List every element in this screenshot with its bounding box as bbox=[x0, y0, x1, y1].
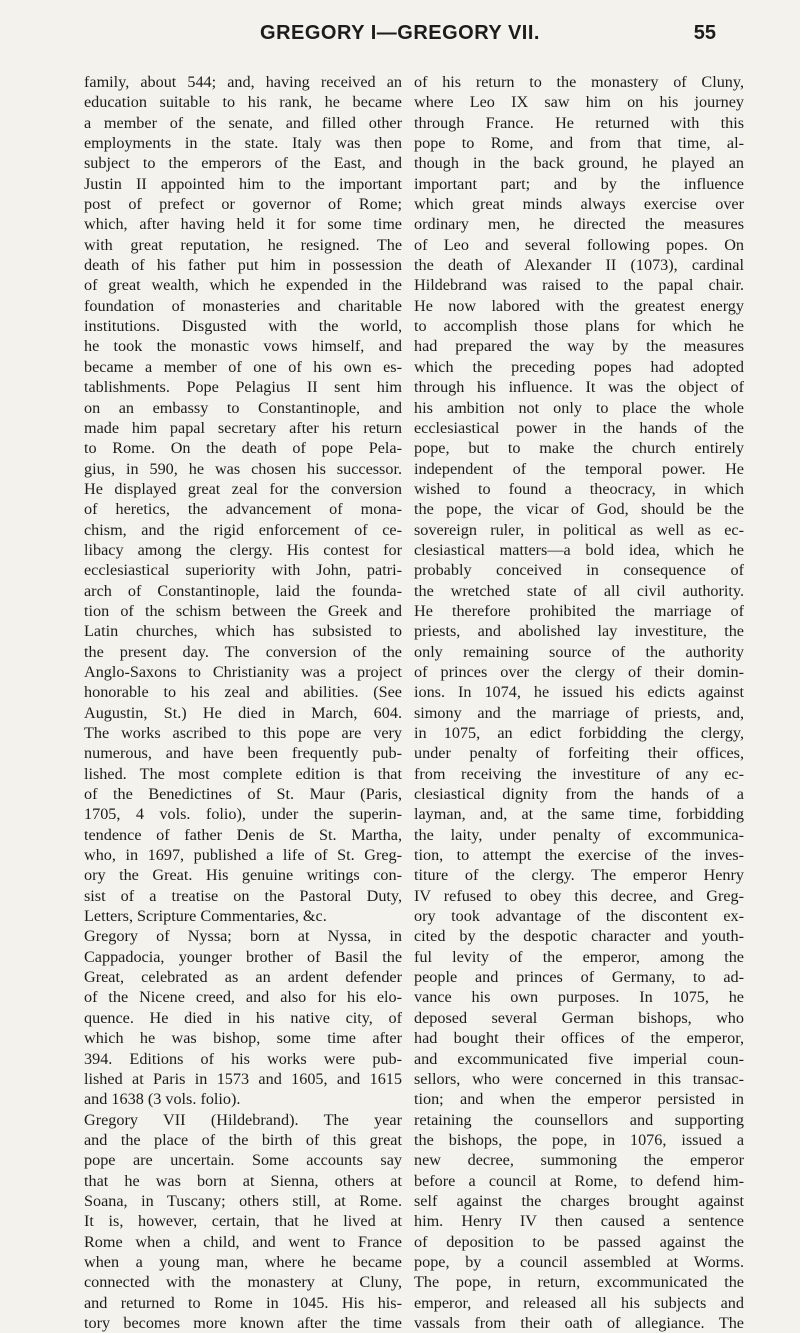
text-line: priests, and abolished lay investiture, the bbox=[414, 622, 744, 641]
text-line: the laity, under penalty of excommunica- bbox=[414, 825, 744, 844]
text-line: to accomplish those plans for which he bbox=[414, 317, 744, 336]
text-line: pope, but to make the church entirely bbox=[414, 439, 744, 458]
left-column bbox=[84, 72, 402, 1333]
text-line: and the place of the birth of this great bbox=[84, 1130, 402, 1149]
text-line: from receiving the investiture of any ec- bbox=[414, 764, 744, 783]
text-line: lished at Paris in 1573 and 1605, and 1615 bbox=[84, 1069, 402, 1088]
text-line: gius, in 590, he was chosen his successor. bbox=[84, 459, 402, 478]
text-line: death of his father put him in possession bbox=[84, 256, 402, 275]
text-line: deposed several German bishops, who bbox=[414, 1008, 744, 1027]
text-line: It is, however, certain, that he lived at bbox=[84, 1212, 402, 1231]
text-line: only remaining source of the authority bbox=[414, 642, 744, 661]
text-line: cited by the despotic character and youth- bbox=[414, 927, 744, 946]
text-line: tory becomes more known after the time bbox=[84, 1313, 402, 1332]
text-line: of great wealth, which he expended in the bbox=[84, 276, 402, 295]
text-line: of his return to the monastery of Cluny, bbox=[414, 73, 744, 91]
text-line: of heretics, the advancement of mona- bbox=[84, 500, 402, 519]
text-line: Justin II appointed him to the important bbox=[84, 174, 402, 193]
text-line: had prepared the way by the measures bbox=[414, 337, 744, 356]
text-line: vassals from their oath of allegiance. The bbox=[414, 1313, 744, 1332]
text-line: emperor, and released all his subjects and bbox=[414, 1293, 744, 1312]
text-line: sellors, who were concerned in this transac- bbox=[414, 1069, 744, 1088]
text-line: He therefore prohibited the marriage of bbox=[414, 601, 744, 620]
text-line: before a council at Rome, to defend him- bbox=[414, 1171, 744, 1190]
text-line: the death of Alexander II (1073), cardinal bbox=[414, 256, 744, 275]
text-line: ordinary men, he directed the measures bbox=[414, 215, 744, 234]
text-line: ory took advantage of the discontent ex- bbox=[414, 907, 744, 926]
text-line: he took the monastic vows himself, and bbox=[84, 337, 402, 356]
text-line: foundation of monasteries and charitable bbox=[84, 296, 402, 315]
text-line: tendence of father Denis de St. Martha, bbox=[84, 825, 402, 844]
text-line: tion of the schism between the Greek and bbox=[84, 601, 402, 620]
text-line: Latin churches, which has subsisted to bbox=[84, 622, 402, 641]
text-line: which, after having held it for some time bbox=[84, 215, 402, 234]
text-line: He now labored with the greatest energy bbox=[414, 296, 744, 315]
text-line: independent of the temporal power. He bbox=[414, 459, 744, 478]
text-line: through his influence. It was the object of bbox=[414, 378, 744, 397]
text-line: The pope, in return, excommunicated the bbox=[414, 1273, 744, 1292]
text-line: titure of the clergy. The emperor Henry bbox=[414, 866, 744, 885]
text-line: had bought their offices of the emperor, bbox=[414, 1029, 744, 1048]
text-line: of deposition to be passed against the bbox=[414, 1232, 744, 1251]
text-line: libacy among the clergy. His contest for bbox=[84, 540, 402, 559]
text-line: ful levity of the emperor, among the bbox=[414, 947, 744, 966]
text-line: Hildebrand was raised to the papal chair. bbox=[414, 276, 744, 295]
text-line: Gregory VII (Hildebrand). The year bbox=[84, 1110, 402, 1129]
text-line: He displayed great zeal for the conversion bbox=[84, 479, 402, 498]
text-line: in 1075, an edict forbidding the clergy, bbox=[414, 724, 744, 742]
text-line: ions. In 1074, he issued his edicts against bbox=[414, 683, 744, 702]
text-line: a member of the senate, and filled other bbox=[84, 113, 402, 132]
text-line: Rome when a child, and went to France bbox=[84, 1232, 402, 1251]
text-line: of the Nicene creed, and also for his elo- bbox=[84, 988, 402, 1007]
text-line: lished. The most complete edition is that bbox=[84, 764, 402, 783]
text-line: where Leo IX saw him on his journey bbox=[414, 93, 744, 112]
text-line: the pope, the vicar of God, should be the bbox=[414, 500, 744, 519]
text-line: tion; and when the emperor persisted in bbox=[414, 1090, 744, 1109]
text-line: The works ascribed to this pope are very bbox=[84, 724, 402, 742]
text-line: through France. He returned with this bbox=[414, 113, 744, 132]
running-head: GREGORY I—GREGORY VII. bbox=[260, 22, 540, 44]
text-line: new decree, summoning the emperor bbox=[414, 1151, 744, 1170]
text-line: retaining the counsellors and supporting bbox=[414, 1110, 744, 1129]
text-line: institutions. Disgusted with the world, bbox=[84, 317, 402, 336]
text-line: the wretched state of all civil authority. bbox=[414, 581, 744, 600]
text-line: of Leo and several following popes. On bbox=[414, 235, 744, 254]
text-line: when a young man, where he became bbox=[84, 1252, 402, 1271]
text-line: Cappadocia, younger brother of Basil the bbox=[84, 947, 402, 966]
text-line: Soana, in Tuscany; others still, at Rome. bbox=[84, 1191, 402, 1210]
text-line: wished to found a theocracy, in which bbox=[414, 479, 744, 498]
text-line: arch of Constantinople, laid the founda- bbox=[84, 581, 402, 600]
text-line: IV refused to obey this decree, and Greg- bbox=[414, 886, 744, 905]
text-line: ory the Great. His genuine writings con- bbox=[84, 866, 402, 885]
text-line: self against the charges brought against bbox=[414, 1191, 744, 1210]
text-line: his ambition not only to place the whole bbox=[414, 398, 744, 417]
text-line: education suitable to his rank, he became bbox=[84, 93, 402, 112]
page-number: 55 bbox=[693, 22, 716, 44]
text-line: chism, and the rigid enforcement of ce- bbox=[84, 520, 402, 539]
text-line: became a member of one of his own es- bbox=[84, 357, 402, 376]
text-line: who, in 1697, published a life of St. Greg- bbox=[84, 846, 402, 865]
text-line: that he was born at Sienna, others at bbox=[84, 1171, 402, 1190]
text-line: pope to Rome, and from that time, al- bbox=[414, 134, 744, 153]
text-line: honorable to his zeal and abilities. (See bbox=[84, 683, 402, 702]
text-line: Augustin, St.) He died in March, 604. bbox=[84, 703, 402, 722]
text-line: and 1638 (3 vols. folio). bbox=[84, 1090, 241, 1109]
text-line: employments in the state. Italy was then bbox=[84, 134, 402, 153]
text-line: tion, to attempt the exercise of the inves- bbox=[414, 846, 744, 865]
text-line: ecclesiastical superiority with John, patri- bbox=[84, 561, 402, 580]
text-line: quence. He died in his native city, of bbox=[84, 1008, 402, 1027]
text-line: to Rome. On the death of pope Pela- bbox=[84, 439, 402, 458]
text-line: Gregory of Nyssa; born at Nyssa, in bbox=[84, 927, 402, 946]
text-line: pope, by a council assembled at Worms. bbox=[414, 1252, 744, 1271]
text-line: Great, celebrated as an ardent defender bbox=[84, 968, 402, 987]
text-line: clesiastical dignity from the hands of a bbox=[414, 785, 744, 804]
text-line: post of prefect or governor of Rome; bbox=[84, 195, 402, 214]
text-line: of the Benedictines of St. Maur (Paris, bbox=[84, 785, 402, 804]
text-line: though in the back ground, he played an bbox=[414, 154, 744, 173]
text-line: the present day. The conversion of the bbox=[84, 642, 402, 661]
text-line: which great minds always exercise over bbox=[414, 195, 744, 214]
text-line: tablishments. Pope Pelagius II sent him bbox=[84, 378, 402, 397]
text-line: layman, and, at the same time, forbidding bbox=[414, 805, 744, 824]
text-line: made him papal secretary after his return bbox=[84, 418, 402, 437]
text-line: subject to the emperors of the East, and bbox=[84, 154, 402, 173]
text-line: numerous, and have been frequently pub- bbox=[84, 744, 402, 763]
text-line: Anglo-Saxons to Christianity was a project bbox=[84, 662, 402, 681]
text-line: under penalty of forfeiting their offices, bbox=[414, 744, 744, 763]
text-line: important part; and by the influence bbox=[414, 174, 744, 193]
page-header bbox=[0, 22, 800, 52]
text-line: connected with the monastery at Cluny, bbox=[84, 1273, 402, 1292]
text-line: and excommunicated five imperial coun- bbox=[414, 1049, 744, 1068]
text-line: clesiastical matters—a bold idea, which he bbox=[414, 540, 744, 559]
text-line: 1705, 4 vols. folio), under the superin- bbox=[84, 805, 402, 824]
text-line: 394. Editions of his works were pub- bbox=[84, 1049, 402, 1068]
text-line: and returned to Rome in 1045. His his- bbox=[84, 1293, 402, 1312]
text-line: on an embassy to Constantinople, and bbox=[84, 398, 402, 417]
text-line: which he was bishop, some time after bbox=[84, 1029, 402, 1048]
text-line: of princes over the clergy of their domin- bbox=[414, 662, 744, 681]
text-line: which the preceding popes had adopted bbox=[414, 357, 744, 376]
right-column bbox=[414, 72, 744, 1333]
text-line: sist of a treatise on the Pastoral Duty, bbox=[84, 886, 402, 905]
text-line: simony and the marriage of priests, and, bbox=[414, 703, 744, 722]
text-line: vance his own purposes. In 1075, he bbox=[414, 988, 744, 1007]
text-line: family, about 544; and, having received an bbox=[84, 73, 402, 91]
text-line: the bishops, the pope, in 1076, issued a bbox=[414, 1130, 744, 1149]
text-line: pope are uncertain. Some accounts say bbox=[84, 1151, 402, 1170]
text-line: Letters, Scripture Commentaries, &c. bbox=[84, 907, 327, 926]
text-line: probably conceived in consequence of bbox=[414, 561, 744, 580]
text-line: him. Henry IV then caused a sentence bbox=[414, 1212, 744, 1231]
text-line: with great reputation, he resigned. The bbox=[84, 235, 402, 254]
text-line: ecclesiastical power in the hands of the bbox=[414, 418, 744, 437]
text-line: sovereign ruler, in political as well as ec- bbox=[414, 520, 744, 539]
text-line: people and princes of Germany, to ad- bbox=[414, 968, 744, 987]
